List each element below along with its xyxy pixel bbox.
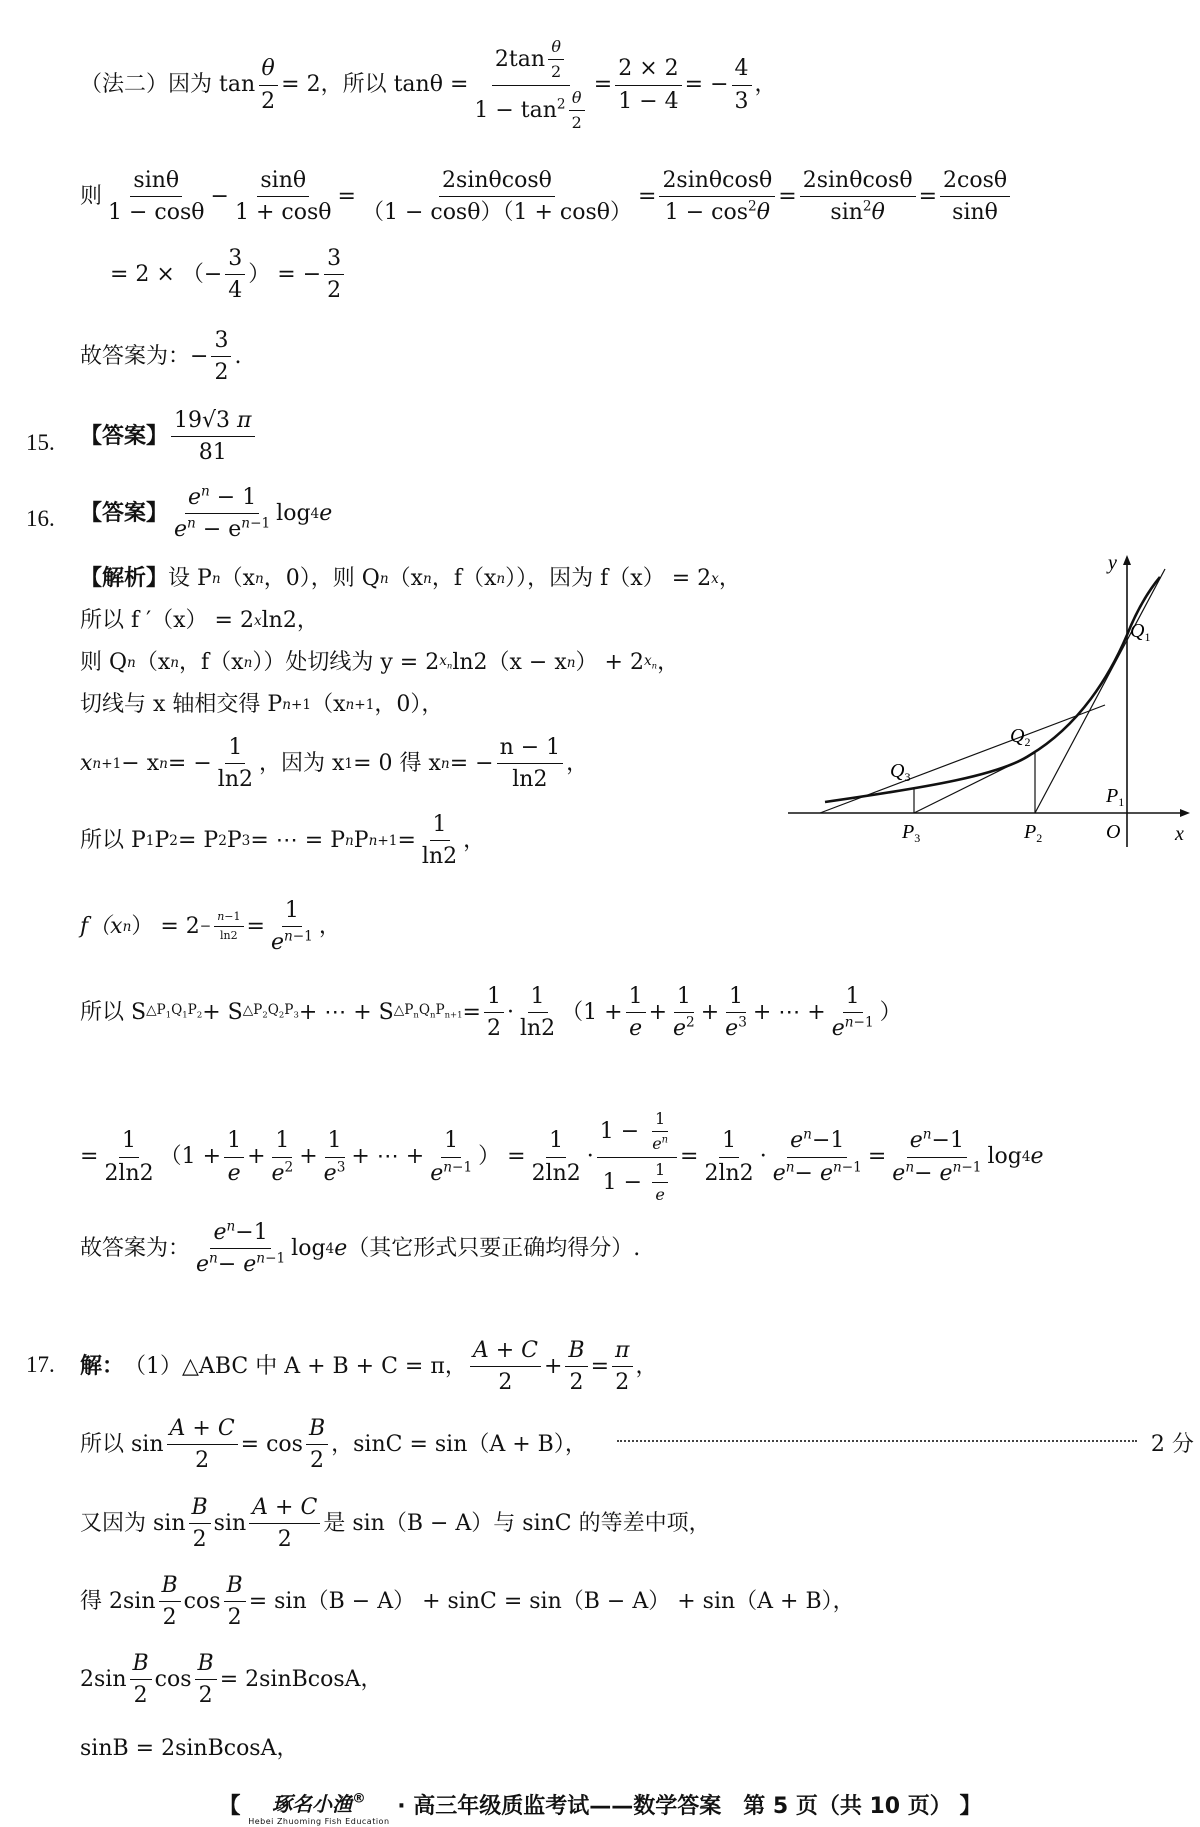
text: （1）△ABC 中 A + B + C = π， <box>124 1353 467 1379</box>
text: = 0 得 x <box>353 750 441 776</box>
text: 故答案为： <box>80 1235 191 1261</box>
text: P <box>353 827 369 853</box>
q2-letter: Q <box>1010 725 1025 747</box>
text: 2 <box>214 360 229 386</box>
text: 所以 S <box>80 999 147 1025</box>
q17-line-5: 2sin B 2 cos $\frac{B}{2}$ = 2sinBcosA， <box>80 1651 383 1709</box>
q15-answer <box>80 408 258 466</box>
text: − 1 <box>209 485 257 510</box>
text: （x <box>311 692 346 717</box>
text: = <box>80 1144 99 1170</box>
tangent-q3 <box>914 753 1035 813</box>
text: = − <box>449 750 494 776</box>
fraction <box>211 328 231 386</box>
text: 2tan <box>494 46 546 72</box>
text: = <box>397 827 416 853</box>
text: 19 <box>174 408 203 433</box>
q1-sub: 1 <box>1144 630 1151 644</box>
text: 2cosθ <box>940 168 1010 197</box>
fraction: 19√3 π 81 <box>171 408 254 466</box>
text: 是 sin（B − A）与 sinC 的等差中项， <box>323 1510 711 1536</box>
text: 2sinθcosθ <box>659 168 775 197</box>
text: P <box>226 827 242 853</box>
text: ， <box>657 650 680 675</box>
p2-sub: 2 <box>1036 831 1043 845</box>
text: 故答案为：− <box>80 343 209 369</box>
analysis-line-9: = $\frac{1}{2\ln 2}$ （1 + 1 e + 1 $e^2$ + 1 $e^3$ + ⋯ + 1 $e^{n-1}$ ） = 1 2ln2 · 1 − $\frac{1}{e^n}$ 1 − $\frac{1}{e}$ = 1 2ln2 · $e^n-1$ $e^n- e^{n-1}$ = $e^n-1$ $e^n- e^{n-1}$ log 4 e <box>80 1109 1044 1205</box>
text: （x <box>135 650 171 675</box>
text: ， <box>754 72 777 98</box>
p2-letter: P <box>1024 821 1037 843</box>
text: 1 + cosθ <box>234 200 332 226</box>
text: = − <box>684 72 729 98</box>
q17-line-2: 所以 sin $\frac{A + C}{2}$ = cos B 2 ，sinC = sin（A + B）， 2 分 <box>80 1416 1194 1474</box>
text: ， <box>463 827 486 853</box>
text: = 2，所以 tanθ = <box>281 72 469 98</box>
tangent-q2 <box>820 705 1105 813</box>
text: 3 <box>225 246 245 275</box>
text: π <box>237 408 252 433</box>
text: 4 <box>228 278 243 304</box>
text: cos <box>183 1588 221 1614</box>
text: − x <box>121 750 160 776</box>
text: sin <box>213 1510 247 1536</box>
tangent-q1 <box>1035 569 1165 813</box>
q17-line-1: 解： （1）△ABC 中 A + B + C = π， A + C 2 + B 2 = π 2 ， <box>80 1338 658 1396</box>
fraction <box>732 56 752 114</box>
analysis-answer: 故答案为： $e^n-1$ $e^n- e^{n-1}$ log 4 e （其它形式只要正确均得分）. <box>80 1218 641 1278</box>
text: ln2（x − x <box>452 650 567 675</box>
q17-line-6 <box>80 1738 299 1760</box>
text: P <box>154 827 170 853</box>
text: 得 2sin <box>80 1588 156 1614</box>
text: e <box>270 930 284 956</box>
text: ， <box>318 913 341 939</box>
fraction: 2tan $\frac{\theta}{2}$ $1 - \tan^2$ $\frac{\theta}{2}$ <box>471 38 590 133</box>
y-axis-arrow <box>1123 555 1131 565</box>
text: 3 <box>734 88 749 114</box>
text: 设 P <box>168 566 212 591</box>
text: log <box>276 500 311 526</box>
p1-sub: 1 <box>1118 795 1125 809</box>
fraction: $e^n - 1$ $e^n - e^{n-1}$ <box>174 483 271 543</box>
text: . <box>234 343 242 369</box>
text: 81 <box>198 440 227 466</box>
q3-sub: 3 <box>904 770 911 784</box>
footer-bracket-right: 】 <box>959 1794 982 1819</box>
text: 2sinθcosθ <box>439 168 555 197</box>
x-axis-arrow <box>1180 809 1190 817</box>
fraction <box>324 246 344 304</box>
text: sinθ <box>130 168 182 197</box>
answer-14-line <box>80 328 241 386</box>
brand-logo <box>248 1788 389 1826</box>
text: e <box>187 485 201 510</box>
text: 1 − cos <box>664 200 749 226</box>
question-number: 16. <box>26 506 55 531</box>
text: 所以 P <box>80 827 146 853</box>
text: 又因为 sin <box>80 1510 186 1536</box>
text: （1 + <box>561 999 623 1025</box>
text: （法二）因为 <box>80 72 213 98</box>
p3-letter: P <box>902 821 915 843</box>
text: ln2， <box>261 608 319 633</box>
text: + S <box>202 999 243 1025</box>
text: 2 × 2 <box>615 56 681 85</box>
p1-letter: P <box>1106 785 1119 807</box>
text: 3 <box>324 246 344 275</box>
text: 3 <box>211 328 231 357</box>
text: ，0）， <box>374 692 444 717</box>
then-line: 则 sinθ 1 − cosθ − sinθ 1 + cosθ = 2sinθcosθ （1 − cosθ）（1 + cosθ） = 2sinθcosθ $1 - \cos^2\theta$ = 2sinθcosθ $\sin^2\theta$ = 2cosθ sinθ <box>80 168 1013 226</box>
text: 切线与 x 轴相交得 P <box>80 692 283 717</box>
text: 所以 sin <box>80 1431 164 1457</box>
text: cos <box>154 1666 192 1692</box>
text: sin <box>830 200 863 226</box>
q3-label <box>890 760 910 784</box>
text: ，因为 x <box>259 750 345 776</box>
logo-text: 琢名小渔 <box>272 1792 353 1816</box>
text: 2sin <box>80 1666 127 1692</box>
registered-mark: ® <box>352 1790 366 1807</box>
text: （x <box>388 566 424 591</box>
text: 1 − tan <box>474 97 557 123</box>
method-two-line: （法二）因为 tan $\frac{\theta}{2}$ = 2，所以 tanθ = 2tan $\frac{\theta}{2}$ $1 - \tan^2$ $\frac{\theta}{2}$ = $\frac{2 \times 2}{1 - 4}$ = − $\frac{4}{3}$ ， <box>80 37 777 133</box>
text: + ⋯ + S <box>298 999 394 1025</box>
q2-sub: 2 <box>1024 735 1031 749</box>
dot-leader <box>617 1440 1137 1442</box>
q1-letter: Q <box>1130 620 1145 642</box>
score-text: 2 分 <box>1150 1431 1194 1457</box>
fraction: 2sinθcosθ $\sin^2\theta$ <box>800 168 916 226</box>
logo-english: Hebei Zhuoming Fish Education <box>248 1817 390 1826</box>
text: sinθ <box>952 200 998 226</box>
text: ） = 2 <box>131 913 200 939</box>
text: e <box>174 517 188 543</box>
answer-tag: 【答案】 <box>80 500 169 526</box>
analysis-line-2: 所以 f ′（x） = 2 x ln2， <box>80 608 319 633</box>
footer-bracket-left: 【 <box>218 1794 241 1819</box>
analysis-line-8: 所以 S $\triangle P_1Q_1P_2$ + S $\triangle P_2Q_2P_3$ + ⋯ + S $\triangle P_nQ_nP_{n+1}$ = $\frac{1}{2}$ · 1 ln2 （1 + $\frac{1}{e}$ + 1 $e^2$ + 1 $e^3$ + ⋯ + 1 $e^{n-1}$ ） <box>80 984 902 1042</box>
text: ，sinC = sin（A + B）， <box>331 1431 587 1457</box>
text: ） + 2 <box>575 650 644 675</box>
text: 所以 f ′（x） = 2 <box>80 608 254 633</box>
solve-tag: 解： <box>80 1353 125 1379</box>
text: = <box>246 913 265 939</box>
footer-text: · 高三年级质监考试——数学答案 第 5 页（共 10 页） <box>397 1794 952 1819</box>
text: 1 <box>282 898 302 927</box>
tangent-figure <box>780 555 1190 865</box>
text: = sin（B − A） + sinC = sin（B − A） + sin（A + B）， <box>248 1588 855 1614</box>
fraction <box>359 168 635 226</box>
fraction <box>232 168 335 226</box>
x-label: x <box>1175 823 1184 845</box>
p3-sub: 3 <box>914 831 921 845</box>
fraction: $\frac{1}{e^{n-1}}$ <box>270 898 313 956</box>
text: 则 <box>80 183 103 209</box>
p3-label <box>901 821 920 845</box>
text: = cos <box>240 1431 303 1457</box>
analysis-line-3: 则 Q n （x n ，f（x n ））处切线为 y = 2 $x_n$ ln2（x − x n ） + 2 $x_n$ ， <box>80 650 680 675</box>
text: 4 <box>732 56 752 85</box>
analysis-line-4: 切线与 x 轴相交得 P n+1 （x n+1 ，0）， <box>80 692 444 717</box>
text: − e <box>195 517 242 543</box>
y-label: y <box>1108 555 1117 574</box>
answer-tag: 【答案】 <box>80 423 169 449</box>
text: = − <box>167 750 212 776</box>
question-number: 15. <box>26 430 55 455</box>
q3-letter: Q <box>890 760 905 782</box>
q2-label <box>1010 725 1030 749</box>
q16-answer: 【答案】 $e^n - 1$ $e^n - e^{n-1}$ log 4 e <box>80 483 333 543</box>
fraction <box>215 735 256 793</box>
text: sinθ <box>257 168 309 197</box>
fraction: $\frac{\theta}{2}$ <box>258 56 278 114</box>
text: ，0），则 Q <box>263 566 380 591</box>
text: = P <box>177 827 219 853</box>
calc-line <box>110 246 347 304</box>
q17-line-3: 又因为 sin B 2 sin A + C 2 是 sin（B − A）与 sinC 的等差中项， <box>80 1495 711 1553</box>
q17-line-4: 得 2sin B 2 cos $\frac{B}{2}$ = sin（B − A） + sinC = sin（B − A） + sin（A + B）， <box>80 1573 855 1631</box>
text: = 2sinBcosA， <box>219 1666 383 1692</box>
text: = <box>462 999 481 1025</box>
text: ln2 <box>512 767 548 793</box>
text: x <box>80 750 93 776</box>
fraction <box>615 56 681 114</box>
fraction <box>497 735 564 793</box>
text: 则 Q <box>80 650 128 675</box>
text: （1 − cosθ）（1 + cosθ） <box>361 200 632 226</box>
text: 1 − cosθ <box>108 200 205 226</box>
text: sinB = 2sinBcosA， <box>80 1736 299 1761</box>
text: ，f（x <box>179 650 244 675</box>
text: 2 <box>327 278 342 304</box>
text: 2sinθcosθ <box>800 168 916 197</box>
exp-curve <box>825 577 1160 802</box>
fraction: 2sinθcosθ $1 - \cos^2\theta$ <box>659 168 775 226</box>
p2-label <box>1023 821 1042 845</box>
text: n − 1 <box>497 735 564 764</box>
fraction <box>105 168 208 226</box>
analysis-line-6: 所以 P 1 P 2 = P 2 P 3 = ⋯ = P n P n+1 = $\frac{1}{\ln 2}$ ， <box>80 812 486 870</box>
text: ））处切线为 y = 2 <box>252 650 440 675</box>
question-number: 17. <box>26 1352 55 1377</box>
text: tan <box>219 72 256 98</box>
text: （其它形式只要正确均得分）. <box>347 1235 641 1261</box>
text: ，f（x <box>431 566 497 591</box>
text: 1 <box>225 735 245 764</box>
page-footer <box>0 1788 1200 1826</box>
origin-label: O <box>1106 821 1121 843</box>
fraction <box>940 168 1010 226</box>
text: （x <box>220 566 256 591</box>
text: = ⋯ = P <box>250 827 345 853</box>
text: f（x <box>80 913 123 939</box>
analysis-line-1: 【解析】 设 P n （x n ，0），则 Q n （x n ，f（x n ）），因为 f（x） = 2 x ， <box>80 566 741 591</box>
text: ） = − <box>248 261 322 287</box>
text: 1 − 4 <box>618 88 679 114</box>
text: ln2 <box>217 767 253 793</box>
fraction <box>419 812 460 870</box>
text: ， <box>718 566 741 591</box>
text: ln2 <box>421 844 458 870</box>
text: = 2 × （− <box>110 261 223 287</box>
p1-label <box>1105 785 1124 809</box>
fraction <box>225 246 245 304</box>
analysis-line-5: x n+1 − x n = − $\frac{1}{\ln 2}$ ，因为 x 1 = 0 得 x n = − $\frac{n - 1}{\ln 2}$ ， <box>80 735 589 793</box>
text: 1 <box>430 812 450 841</box>
text: ）），因为 f（x） = 2 <box>505 566 712 591</box>
analysis-line-7: f（x n ） = 2 − $\frac{n-1}{\ln 2}$ = $\frac{1}{e^{n-1}}$ ， <box>80 898 341 956</box>
q1-label <box>1130 620 1150 644</box>
analysis-tag: 【解析】 <box>80 566 169 591</box>
